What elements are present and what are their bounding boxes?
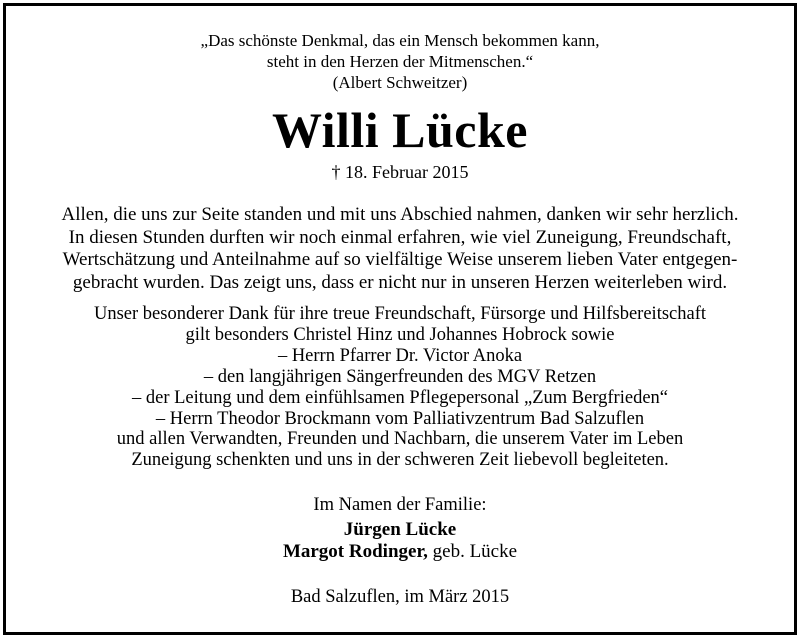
special-thanks-paragraph — [40, 304, 760, 471]
place-date: Bad Salzuflen, im März 2015 — [290, 587, 510, 607]
special-thanks-line: – der Leitung und dem einfühlsamen Pflegepersonal „Zum Bergfrieden“ — [132, 387, 668, 408]
death-date: † 18. Februar 2015 — [331, 162, 469, 182]
thanks-line: Wertschätzung und Anteilnahme auf so vielfältige Weise unserem lieben Vater entgegen- — [62, 249, 738, 270]
family-member-name: Jürgen Lücke — [343, 519, 457, 540]
thanks-line: Allen, die uns zur Seite standen und mit uns Abschied nahmen, danken wir sehr herzlich. — [61, 204, 739, 225]
special-thanks-line: Zuneigung schenkten und uns in der schweren Zeit liebevoll begleiteten. — [131, 450, 669, 471]
family-intro: Im Namen der Familie: — [313, 495, 487, 515]
special-thanks-line: – Herrn Pfarrer Dr. Victor Anoka — [277, 345, 523, 366]
special-thanks-line: und allen Verwandten, Freunden und Nachbarn, die unserem Vater im Leben — [116, 429, 684, 450]
quote-line: „Das schönste Denkmal, das ein Mensch bekommen kann, — [200, 31, 600, 50]
thanks-line: In diesen Stunden durften wir noch einmal erfahren, wie viel Zuneigung, Freundschaft, — [68, 226, 732, 248]
thanks-line: gebracht wurden. Das zeigt uns, dass er nicht nur in unseren Herzen weiterleben wird. — [72, 271, 728, 293]
special-thanks-line: – den langjährigen Sängerfreunden des MGV Retzen — [203, 366, 597, 387]
family-signatures — [0, 519, 800, 563]
family-member-name: Margot Rodinger, — [282, 541, 428, 562]
family-member-maiden-name: geb. Lücke — [427, 541, 518, 562]
deceased-name: Willi Lücke — [271, 102, 528, 158]
quote-block — [0, 30, 800, 93]
thanks-paragraph — [40, 204, 760, 294]
special-thanks-line: gilt besonders Christel Hinz und Johannes Hobrock sowie — [185, 324, 615, 345]
quote-author: (Albert Schweitzer) — [332, 73, 468, 92]
special-thanks-line: Unser besonderer Dank für ihre treue Freundschaft, Fürsorge und Hilfsbereitschaft — [93, 304, 707, 324]
quote-line: steht in den Herzen der Mitmenschen.“ — [266, 52, 534, 71]
special-thanks-line: – Herrn Theodor Brockmann vom Palliativzentrum Bad Salzuflen — [155, 408, 645, 429]
